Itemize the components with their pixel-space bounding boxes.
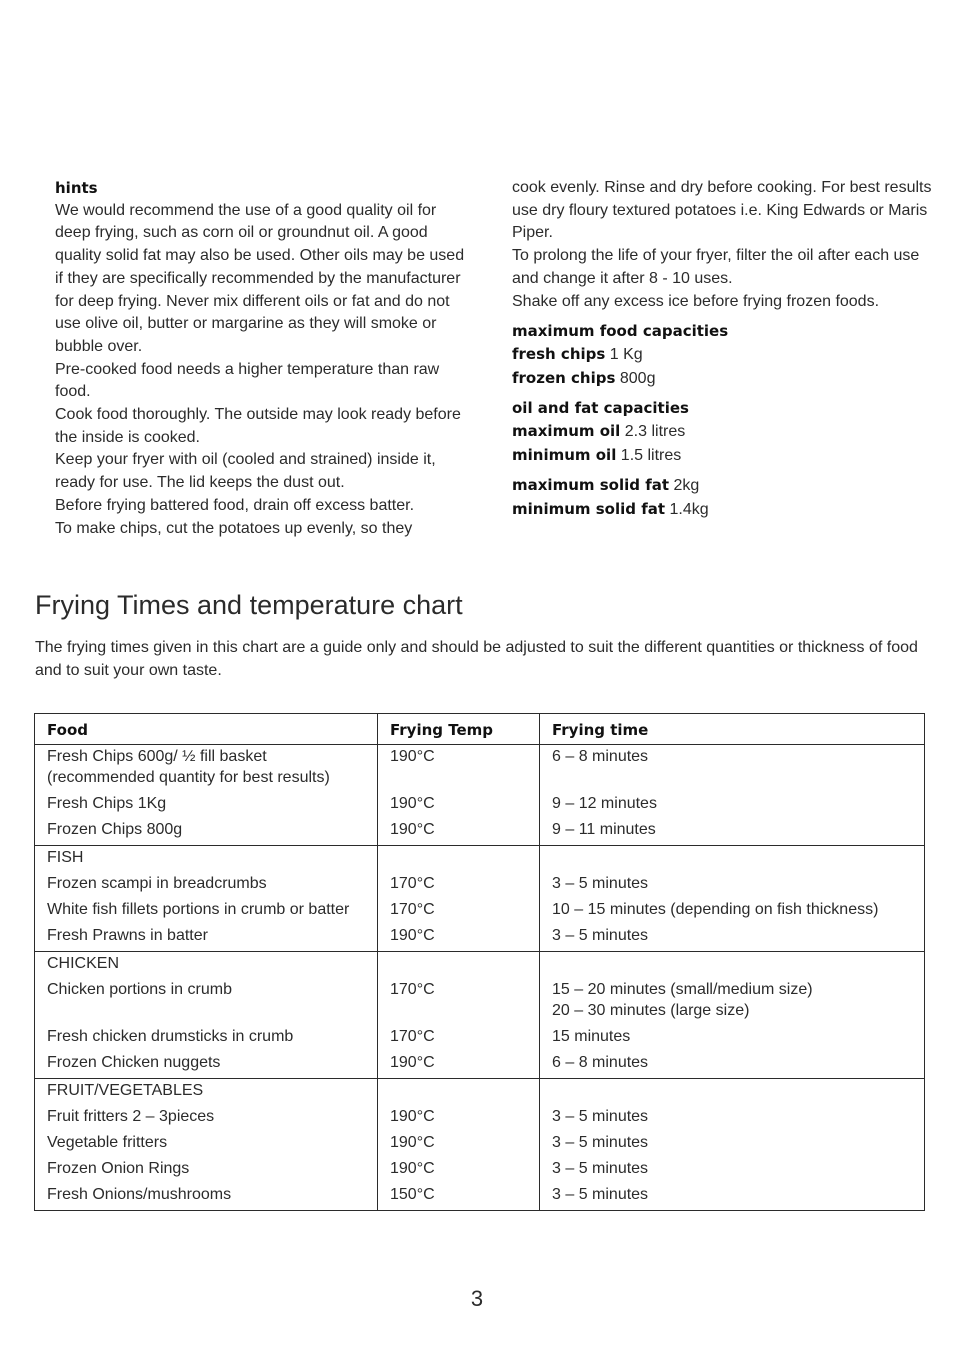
- time-cell: [540, 819, 925, 846]
- table-header-row: [35, 714, 925, 745]
- time-cell: [540, 925, 925, 952]
- time-line: 3 – 5 minutes: [552, 1134, 649, 1151]
- food-line: Fresh chicken drumsticks in crumb: [47, 1028, 294, 1045]
- food-line: Frozen Chicken nuggets: [47, 1054, 221, 1071]
- time-cell: [540, 1026, 925, 1052]
- header-food: Food: [35, 714, 378, 745]
- max-oil-label: maximum oil: [512, 422, 621, 441]
- oil-capacities: [512, 397, 932, 467]
- time-cell: [540, 1106, 925, 1132]
- temp-cell: 170°C: [378, 979, 540, 1026]
- table-row: [35, 1184, 925, 1211]
- table-row: [35, 1052, 925, 1079]
- food-line: Fresh Onions/mushrooms: [47, 1186, 232, 1203]
- group-title: CHICKEN: [47, 955, 120, 972]
- hint-paragraph: We would recommend the use of a good quality oil for deep frying, such as corn oil or groundnut oil. A good quality solid fat may also be used. Other oils may be used if they are specifically recommended by the manufacturer for deep frying. Never mix different oils or fat and do not use olive oil, butter or margarine as they will smoke or bubble over.: [55, 201, 465, 355]
- time-cell: [540, 745, 925, 794]
- food-capacities: [512, 320, 932, 390]
- group-title: FRUIT/VEGETABLES: [47, 1082, 204, 1099]
- time-line: 3 – 5 minutes: [552, 927, 649, 944]
- time-cell: [540, 1184, 925, 1211]
- table-row: [35, 819, 925, 846]
- frozen-chips-value: 800g: [619, 369, 656, 387]
- temp-cell: 190°C: [378, 745, 540, 794]
- hint-paragraph: Before frying battered food, drain off excess batter.: [55, 496, 415, 514]
- table-row: [35, 925, 925, 952]
- table-row: [35, 1106, 925, 1132]
- hint-paragraph: Keep your fryer with oil (cooled and strained) inside it, ready for use. The lid keeps the dust out.: [55, 451, 436, 492]
- table-row: [35, 745, 925, 794]
- time-line: 3 – 5 minutes: [552, 1108, 649, 1125]
- time-line: 10 – 15 minutes (depending on fish thickness): [552, 901, 879, 918]
- frozen-chips-label: frozen chips: [512, 368, 616, 387]
- empty-cell: [378, 1079, 540, 1107]
- min-fat-label: minimum solid fat: [512, 500, 666, 519]
- min-fat-capacity: [512, 498, 932, 522]
- table-row: [35, 1026, 925, 1052]
- food-line: (recommended quantity for best results): [47, 768, 330, 786]
- temp-cell: 190°C: [378, 1052, 540, 1079]
- max-fat-capacity: [512, 474, 932, 498]
- group-title: FISH: [47, 849, 84, 866]
- time-line: 15 – 20 minutes (small/medium size): [552, 981, 813, 998]
- food-cell: [35, 979, 378, 1026]
- empty-cell: [540, 1079, 925, 1107]
- table-group: [35, 952, 925, 1079]
- food-cell: [35, 1026, 378, 1052]
- fresh-chips-label: fresh chips: [512, 344, 606, 363]
- time-cell: [540, 1052, 925, 1079]
- empty-cell: [540, 952, 925, 980]
- chart-title: Frying Times and temperature chart: [35, 590, 463, 620]
- table-row: [35, 899, 925, 925]
- hint-paragraph: To make chips, cut the potatoes up evenly, so they: [55, 519, 413, 537]
- food-cell: [35, 793, 378, 819]
- fresh-chips-capacity: [512, 343, 932, 367]
- food-cell: [35, 1052, 378, 1079]
- time-line: 9 – 11 minutes: [552, 821, 656, 838]
- time-line: 3 – 5 minutes: [552, 875, 649, 892]
- temp-cell: 190°C: [378, 1158, 540, 1184]
- food-line: Frozen Chips 800g: [47, 821, 183, 838]
- food-line: Fruit fritters 2 – 3pieces: [47, 1108, 215, 1125]
- food-cell: [35, 1106, 378, 1132]
- temp-cell: 190°C: [378, 793, 540, 819]
- group-title-row: [35, 952, 925, 980]
- table-row: [35, 979, 925, 1026]
- time-line: 3 – 5 minutes: [552, 1160, 649, 1177]
- food-cell: [35, 925, 378, 952]
- oil-capacities-heading: oil and fat capacities: [512, 399, 689, 418]
- max-oil-value: 2.3 litres: [624, 423, 686, 441]
- food-cell: [35, 745, 378, 794]
- food-cell: [35, 899, 378, 925]
- food-line: Chicken portions in crumb: [47, 981, 232, 998]
- max-oil-capacity: [512, 420, 932, 444]
- time-cell: [540, 1132, 925, 1158]
- group-title-row: [35, 1079, 925, 1107]
- fat-capacities: [512, 474, 932, 521]
- min-oil-value: 1.5 litres: [620, 446, 682, 464]
- hints-right-paragraphs: [512, 177, 932, 313]
- temp-cell: 170°C: [378, 899, 540, 925]
- food-cell: [35, 1158, 378, 1184]
- fresh-chips-value: 1 Kg: [609, 345, 643, 363]
- empty-cell: [540, 846, 925, 874]
- hints-left-column: [55, 177, 475, 540]
- time-cell: [540, 979, 925, 1026]
- hints-heading: hints: [55, 179, 98, 197]
- food-cell: [35, 1184, 378, 1211]
- food-line: Fresh Chips 600g/ ½ fill basket: [47, 748, 267, 765]
- max-fat-label: maximum solid fat: [512, 476, 670, 495]
- header-frying-time: Frying time: [540, 714, 925, 745]
- food-line: Fresh Chips 1Kg: [47, 795, 167, 812]
- time-line: 6 – 8 minutes: [552, 1054, 649, 1071]
- temp-cell: 170°C: [378, 873, 540, 899]
- table-row: [35, 1132, 925, 1158]
- hint-paragraph: Cook food thoroughly. The outside may look ready before the inside is cooked.: [55, 406, 461, 446]
- food-cell: [35, 873, 378, 899]
- page-number: 3: [470, 1286, 484, 1311]
- table-row: [35, 793, 925, 819]
- table-group: [35, 1079, 925, 1211]
- food-cell: [35, 1132, 378, 1158]
- empty-cell: [378, 952, 540, 980]
- frozen-chips-capacity: [512, 367, 932, 391]
- time-cell: [540, 793, 925, 819]
- food-capacities-heading: maximum food capacities: [512, 322, 729, 341]
- min-fat-value: 1.4kg: [669, 501, 709, 519]
- food-cell: [35, 819, 378, 846]
- time-line: 3 – 5 minutes: [552, 1186, 649, 1203]
- hints-right-column: [512, 177, 932, 522]
- min-oil-label: minimum oil: [512, 445, 617, 464]
- time-line: 20 – 30 minutes (large size): [552, 1001, 750, 1019]
- group-title-row: [35, 846, 925, 874]
- min-oil-capacity: [512, 444, 932, 468]
- time-line: 15 minutes: [552, 1028, 631, 1045]
- temp-cell: 150°C: [378, 1184, 540, 1211]
- time-cell: [540, 1158, 925, 1184]
- food-line: Fresh Prawns in batter: [47, 927, 208, 944]
- table-group: [35, 745, 925, 846]
- chart-intro: The frying times given in this chart are a guide only and should be adjusted to suit the different quantities or thickness of food and to suit your own taste.: [35, 639, 918, 679]
- food-line: Vegetable fritters: [47, 1134, 168, 1151]
- table-row: [35, 873, 925, 899]
- temp-cell: 190°C: [378, 1106, 540, 1132]
- time-line: 6 – 8 minutes: [552, 748, 649, 765]
- food-line: Frozen scampi in breadcrumbs: [47, 875, 267, 892]
- header-frying-temp: Frying Temp: [378, 714, 540, 745]
- hint-paragraph: cook evenly. Rinse and dry before cooking. For best results use dry floury textured potatoes i.e. King Edwards or Maris Piper.: [512, 179, 932, 242]
- hints-left-paragraphs: [55, 200, 475, 541]
- hint-paragraph: Pre-cooked food needs a higher temperature than raw food.: [55, 360, 440, 401]
- food-line: Frozen Onion Rings: [47, 1160, 190, 1177]
- max-fat-value: 2kg: [673, 477, 700, 495]
- table-group: [35, 846, 925, 952]
- time-cell: [540, 899, 925, 925]
- table-row: [35, 1158, 925, 1184]
- hint-paragraph: Shake off any excess ice before frying frozen foods.: [512, 292, 880, 310]
- food-line: White fish fillets portions in crumb or batter: [47, 901, 350, 918]
- hint-paragraph: To prolong the life of your fryer, filter the oil after each use and change it after 8 - 10 uses.: [512, 247, 920, 287]
- temp-cell: 190°C: [378, 1132, 540, 1158]
- empty-cell: [378, 846, 540, 874]
- temp-cell: 190°C: [378, 819, 540, 846]
- frying-chart-table: [34, 713, 925, 1211]
- temp-cell: 190°C: [378, 925, 540, 952]
- temp-cell: 170°C: [378, 1026, 540, 1052]
- time-line: 9 – 12 minutes: [552, 795, 657, 812]
- time-cell: [540, 873, 925, 899]
